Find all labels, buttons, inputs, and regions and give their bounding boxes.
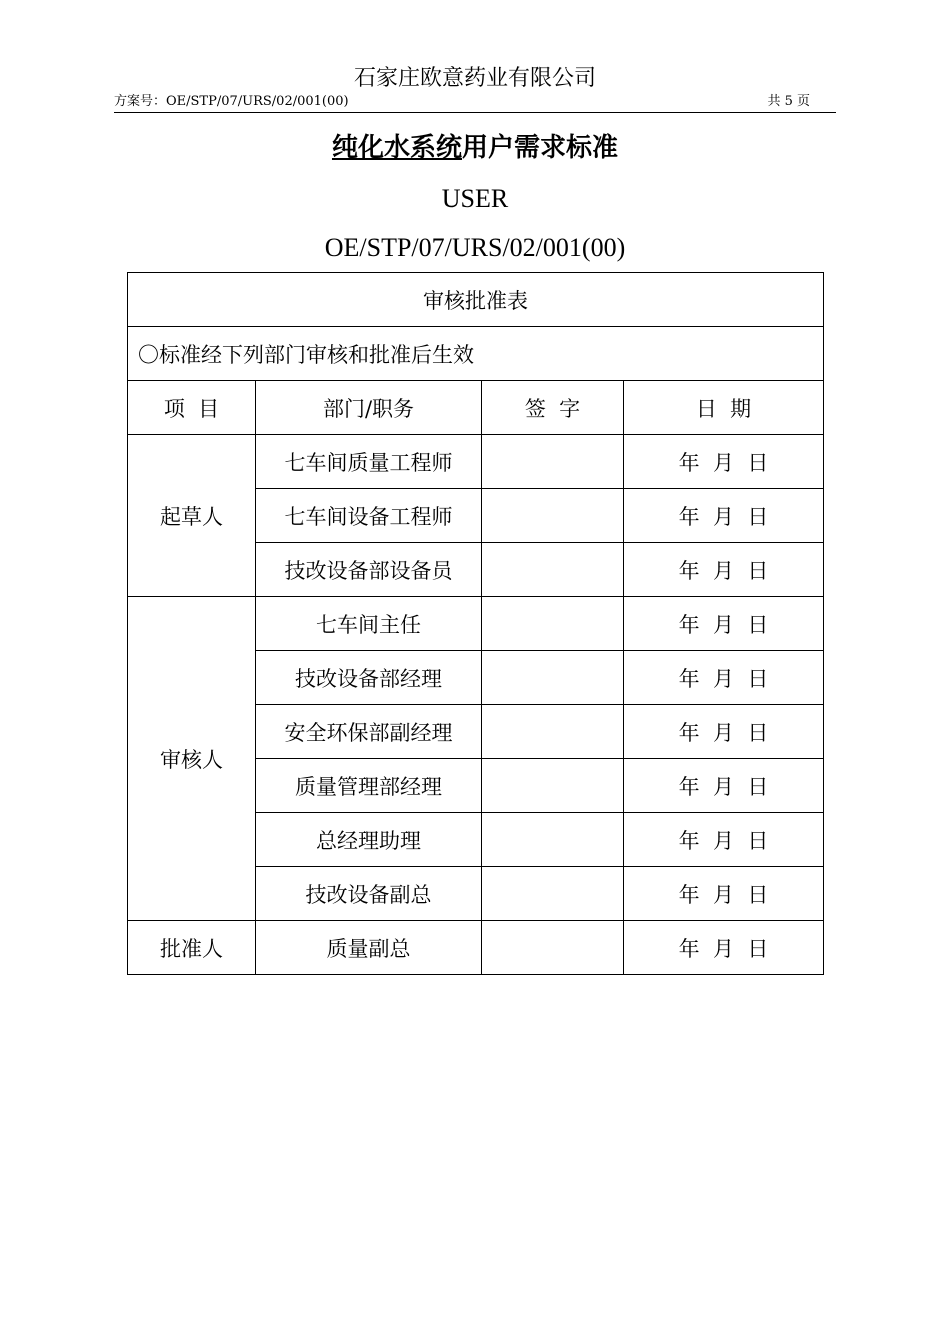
header-item: 项 目 — [128, 381, 256, 435]
signature-field[interactable] — [482, 759, 624, 813]
dept-cell: 七车间质量工程师 — [256, 435, 482, 489]
scheme-number: 方案号：OE/STP/07/URS/02/001(00) — [114, 94, 349, 109]
signature-field[interactable] — [482, 921, 624, 975]
signature-field[interactable] — [482, 867, 624, 921]
title-underlined-part: 纯化水系统 — [331, 133, 462, 163]
role-cell: 审核人 — [128, 597, 256, 921]
header-dept: 部门/职务 — [256, 381, 482, 435]
role-cell: 起草人 — [128, 435, 256, 597]
table-caption-row — [128, 273, 824, 327]
header-date: 日 期 — [624, 381, 824, 435]
dept-cell: 技改设备部经理 — [256, 651, 482, 705]
document-title — [0, 130, 950, 166]
signature-field[interactable] — [482, 489, 624, 543]
table-caption: 审核批准表 — [128, 273, 824, 327]
date-field[interactable]: 年 月 日 — [624, 489, 824, 543]
document-header — [114, 92, 836, 113]
date-field[interactable]: 年 月 日 — [624, 705, 824, 759]
signature-field[interactable] — [482, 435, 624, 489]
dept-cell: 七车间设备工程师 — [256, 489, 482, 543]
dept-cell: 七车间主任 — [256, 597, 482, 651]
table-row — [128, 921, 824, 975]
company-name: 石家庄欧意药业有限公司 — [353, 66, 596, 91]
table-header-row — [128, 381, 824, 435]
signature-field[interactable] — [482, 651, 624, 705]
signature-field[interactable] — [482, 597, 624, 651]
date-field[interactable]: 年 月 日 — [624, 921, 824, 975]
dept-cell: 安全环保部副经理 — [256, 705, 482, 759]
dept-cell: 质量管理部经理 — [256, 759, 482, 813]
dept-cell: 技改设备部设备员 — [256, 543, 482, 597]
title-rest: 用户需求标准 — [462, 133, 619, 163]
dept-cell: 质量副总 — [256, 921, 482, 975]
date-field[interactable]: 年 月 日 — [624, 813, 824, 867]
signature-field[interactable] — [482, 813, 624, 867]
table-note-row — [128, 327, 824, 381]
signature-field[interactable] — [482, 705, 624, 759]
table-row — [128, 597, 824, 651]
role-cell: 批准人 — [128, 921, 256, 975]
table-note: 〇标准经下列部门审核和批准后生效 — [128, 327, 824, 381]
header-sign: 签 字 — [482, 381, 624, 435]
document-code: OE/STP/07/URS/02/001(00) — [324, 233, 626, 262]
approval-table — [127, 272, 824, 975]
subtitle-user: USER — [441, 184, 509, 213]
date-field[interactable]: 年 月 日 — [624, 651, 824, 705]
dept-cell: 总经理助理 — [256, 813, 482, 867]
page-count: 共 5 页 — [767, 94, 810, 109]
date-field[interactable]: 年 月 日 — [624, 435, 824, 489]
date-field[interactable]: 年 月 日 — [624, 867, 824, 921]
date-field[interactable]: 年 月 日 — [624, 543, 824, 597]
signature-field[interactable] — [482, 543, 624, 597]
dept-cell: 技改设备副总 — [256, 867, 482, 921]
date-field[interactable]: 年 月 日 — [624, 597, 824, 651]
table-row — [128, 435, 824, 489]
date-field[interactable]: 年 月 日 — [624, 759, 824, 813]
